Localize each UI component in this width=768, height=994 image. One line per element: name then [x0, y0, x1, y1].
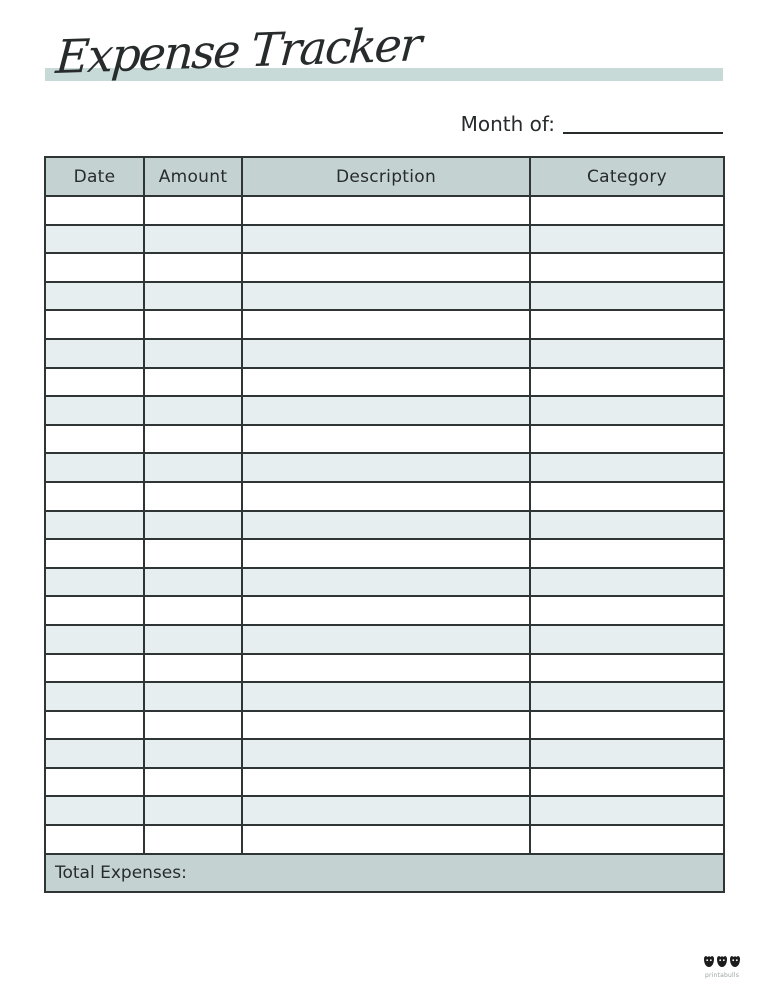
expense-cell[interactable]: [45, 253, 144, 282]
expense-cell[interactable]: [242, 768, 530, 797]
page-title: Expense Tracker: [54, 17, 422, 85]
expense-cell[interactable]: [144, 339, 242, 368]
logo-text: printabulls: [704, 972, 740, 979]
column-header-description: Description: [242, 157, 530, 196]
table-row: [45, 225, 724, 254]
expense-cell[interactable]: [530, 482, 724, 511]
column-header-amount: Amount: [144, 157, 242, 196]
month-of-input-line[interactable]: [563, 118, 723, 134]
table-row: [45, 425, 724, 454]
month-of-label: Month of:: [460, 112, 555, 136]
expense-cell[interactable]: [242, 539, 530, 568]
expense-cell[interactable]: [242, 482, 530, 511]
table-row: [45, 511, 724, 540]
expense-cell[interactable]: [242, 310, 530, 339]
expense-cell[interactable]: [45, 825, 144, 854]
expense-cell[interactable]: [144, 368, 242, 397]
expense-table: [44, 156, 725, 893]
expense-cell[interactable]: [144, 539, 242, 568]
expense-cell[interactable]: [530, 225, 724, 254]
expense-cell[interactable]: [530, 768, 724, 797]
expense-cell[interactable]: [45, 768, 144, 797]
expense-cell[interactable]: [530, 425, 724, 454]
expense-cell[interactable]: [242, 654, 530, 683]
table-row: [45, 282, 724, 311]
expense-cell[interactable]: [530, 682, 724, 711]
table-row: [45, 339, 724, 368]
expense-cell[interactable]: [530, 310, 724, 339]
table-row: [45, 654, 724, 683]
table-row: [45, 739, 724, 768]
expense-cell[interactable]: [45, 310, 144, 339]
expense-cell[interactable]: [144, 654, 242, 683]
column-header-date: Date: [45, 157, 144, 196]
expense-cell[interactable]: [530, 282, 724, 311]
expense-cell[interactable]: [242, 368, 530, 397]
table-header-row: [45, 157, 724, 196]
table-row: [45, 711, 724, 740]
expense-cell[interactable]: [45, 511, 144, 540]
expense-cell[interactable]: [242, 682, 530, 711]
expense-cell[interactable]: [242, 396, 530, 425]
expense-cell[interactable]: [45, 482, 144, 511]
expense-cell[interactable]: [242, 739, 530, 768]
expense-cell[interactable]: [45, 625, 144, 654]
expense-cell[interactable]: [144, 596, 242, 625]
expense-cell[interactable]: [242, 625, 530, 654]
printabulls-logo: [698, 955, 746, 979]
table-row: [45, 453, 724, 482]
expense-cell[interactable]: [242, 711, 530, 740]
expense-cell[interactable]: [530, 596, 724, 625]
expense-cell[interactable]: [144, 310, 242, 339]
expense-cell[interactable]: [45, 654, 144, 683]
expense-cell[interactable]: [45, 225, 144, 254]
expense-cell[interactable]: [45, 568, 144, 597]
table-row: [45, 796, 724, 825]
table-row: [45, 625, 724, 654]
expense-cell[interactable]: [530, 196, 724, 225]
table-row: [45, 825, 724, 854]
expense-cell[interactable]: [45, 425, 144, 454]
expense-cell[interactable]: [144, 796, 242, 825]
expense-cell[interactable]: [144, 225, 242, 254]
table-row: [45, 539, 724, 568]
expense-cell[interactable]: [242, 425, 530, 454]
table-footer-row: [45, 854, 724, 892]
expense-cell[interactable]: [242, 253, 530, 282]
expense-cell[interactable]: [144, 711, 242, 740]
expense-cell[interactable]: [530, 453, 724, 482]
expense-cell[interactable]: [144, 625, 242, 654]
table-row: [45, 482, 724, 511]
month-of-row: [461, 112, 723, 136]
expense-cell[interactable]: [530, 654, 724, 683]
table-row: [45, 196, 724, 225]
column-header-category: Category: [530, 157, 724, 196]
expense-cell[interactable]: [144, 196, 242, 225]
expense-cell[interactable]: [530, 368, 724, 397]
expense-cell[interactable]: [144, 511, 242, 540]
expense-cell[interactable]: [45, 796, 144, 825]
expense-cell[interactable]: [242, 196, 530, 225]
three-bull-heads-icon: [703, 955, 741, 968]
expense-cell[interactable]: [45, 396, 144, 425]
expense-cell[interactable]: [530, 825, 724, 854]
expense-cell[interactable]: [242, 225, 530, 254]
expense-cell[interactable]: [45, 368, 144, 397]
expense-cell[interactable]: [530, 539, 724, 568]
expense-cell[interactable]: [144, 425, 242, 454]
expense-cell[interactable]: [45, 596, 144, 625]
expense-cell[interactable]: [144, 396, 242, 425]
expense-cell[interactable]: [530, 739, 724, 768]
expense-cell[interactable]: [45, 453, 144, 482]
expense-cell[interactable]: [144, 768, 242, 797]
table-row: [45, 768, 724, 797]
expense-cell[interactable]: [242, 453, 530, 482]
table-body: [45, 196, 724, 854]
expense-cell[interactable]: [242, 568, 530, 597]
table-row: [45, 568, 724, 597]
expense-cell[interactable]: [45, 282, 144, 311]
expense-cell[interactable]: [530, 253, 724, 282]
expense-cell[interactable]: [144, 739, 242, 768]
total-expenses-cell[interactable]: [45, 854, 724, 892]
expense-cell[interactable]: [144, 253, 242, 282]
expense-cell[interactable]: [242, 596, 530, 625]
table-row: [45, 310, 724, 339]
expense-cell[interactable]: [530, 625, 724, 654]
expense-cell[interactable]: [530, 796, 724, 825]
expense-cell[interactable]: [45, 739, 144, 768]
expense-cell[interactable]: [530, 511, 724, 540]
expense-cell[interactable]: [144, 453, 242, 482]
expense-cell[interactable]: [144, 568, 242, 597]
expense-cell[interactable]: [242, 282, 530, 311]
expense-cell[interactable]: [45, 339, 144, 368]
expense-cell[interactable]: [242, 511, 530, 540]
table-row: [45, 368, 724, 397]
expense-cell[interactable]: [530, 568, 724, 597]
table-row: [45, 596, 724, 625]
expense-cell[interactable]: [530, 711, 724, 740]
expense-cell[interactable]: [45, 682, 144, 711]
expense-cell[interactable]: [144, 282, 242, 311]
expense-cell[interactable]: [144, 482, 242, 511]
expense-cell[interactable]: [530, 396, 724, 425]
table-row: [45, 682, 724, 711]
expense-cell[interactable]: [45, 539, 144, 568]
table-row: [45, 253, 724, 282]
expense-cell[interactable]: [45, 196, 144, 225]
expense-cell[interactable]: [45, 711, 144, 740]
total-expenses-label: Total Expenses:: [55, 862, 187, 883]
expense-cell[interactable]: [242, 339, 530, 368]
expense-cell[interactable]: [242, 825, 530, 854]
expense-cell[interactable]: [530, 339, 724, 368]
table-row: [45, 396, 724, 425]
expense-cell[interactable]: [242, 796, 530, 825]
expense-cell[interactable]: [144, 825, 242, 854]
expense-cell[interactable]: [144, 682, 242, 711]
